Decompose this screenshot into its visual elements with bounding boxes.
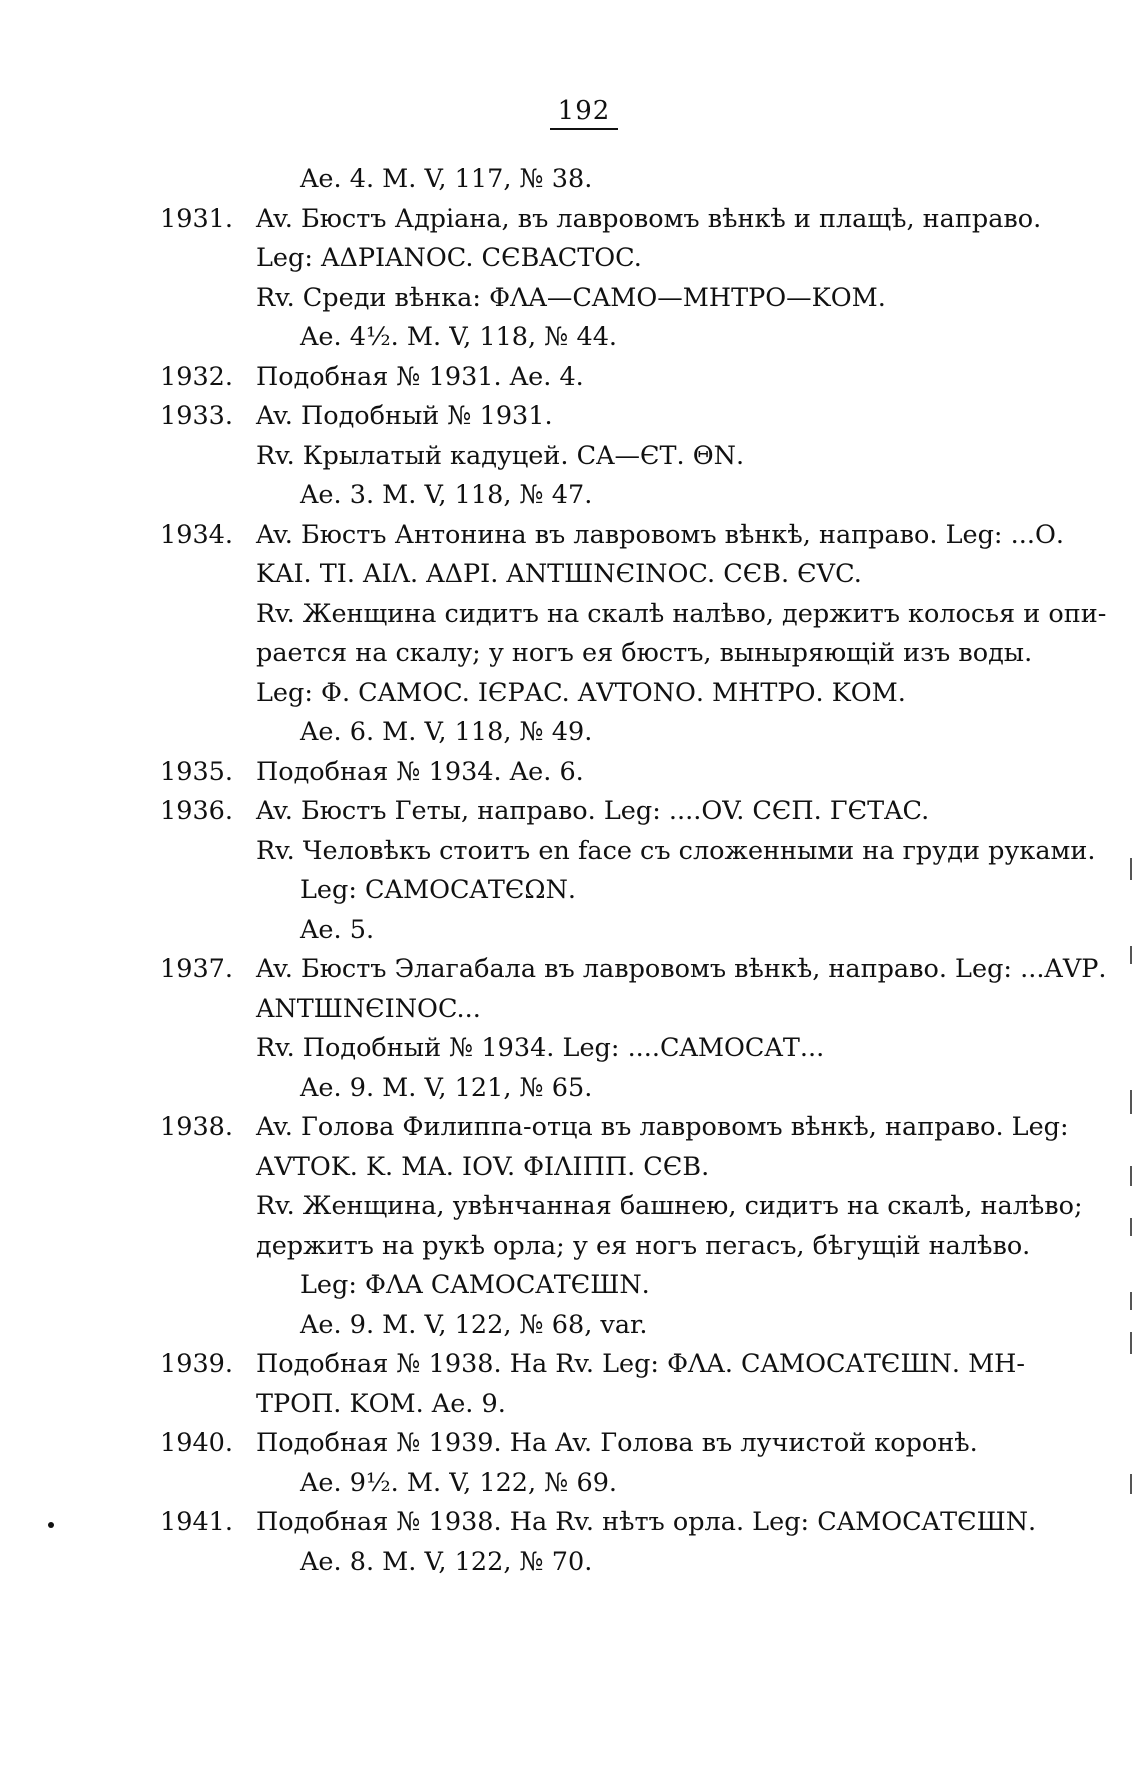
line-text: Ae. 9. M. V, 122, № 68, var. (300, 1309, 648, 1340)
continuation-line (160, 1069, 1110, 1109)
entry-number: 1939. (160, 1349, 234, 1379)
continuation-line (160, 318, 1110, 358)
entry-line (160, 358, 1110, 398)
line-text: Rv. Крылатый кадуцей. CΑ—ЄΤ. ΘΝ. (256, 440, 745, 471)
entry-number: 1935. (160, 756, 234, 787)
line-text: Rv. Женщина сидитъ на скалѣ налѣво, держитъ колосья и опи- (256, 598, 1107, 629)
line-text: Ae. 5. (300, 914, 375, 945)
line-text: ΚΑΙ. ΤΙ. ΑΙΛ. ΑΔΡΙ. ΑΝΤШΝЄΙΝΟC. CЄΒ. ЄVC. (256, 559, 862, 589)
line-text: Av. Бюстъ Антонина въ лавровомъ вѣнкѣ, направо. Leg: ...Ο. (256, 519, 1064, 550)
continuation-line (160, 555, 1110, 595)
entry-number: 1933. (160, 401, 234, 431)
line-text: Av. Бюстъ Геты, направо. Leg: ....ΟV. CЄΠ. ΓЄΤΑC. (256, 796, 930, 826)
line-text: Av. Подобный № 1931. (256, 401, 553, 431)
continuation-line (160, 239, 1110, 279)
line-text: Ae. 6. M. V, 118, № 49. (300, 717, 593, 747)
margin-mark (1130, 1166, 1132, 1186)
continuation-line (160, 437, 1110, 477)
entry-line (160, 753, 1110, 793)
continuation-line (160, 1464, 1110, 1504)
line-text: Leg: CΑΜΟCΑΤЄΩΝ. (300, 875, 576, 905)
continuation-line (160, 911, 1110, 951)
continuation-line (160, 871, 1110, 911)
continuation-line (160, 1385, 1110, 1425)
line-text: Leg: ΦΛΑ CΑΜΟCΑΤЄШΝ. (300, 1270, 650, 1300)
line-text: Подобная № 1938. На Rv. нѣтъ орла. Leg: CΑΜΟCΑΤЄШΝ. (256, 1507, 1037, 1537)
entry-number: 1934. (160, 519, 234, 550)
page-number: 192 (0, 96, 1140, 130)
continuation-line (160, 160, 1110, 200)
margin-mark (1130, 858, 1132, 880)
line-text: Подобная № 1939. На Av. Голова въ лучистой коронѣ. (256, 1428, 978, 1458)
entry-number: 1932. (160, 361, 234, 392)
entry-number: 1931. (160, 203, 234, 234)
line-text: Ae. 4½. M. V, 118, № 44. (300, 322, 618, 352)
continuation-line (160, 1187, 1110, 1227)
continuation-line (160, 713, 1110, 753)
continuation-line (160, 1227, 1110, 1267)
line-text: Ae. 9. M. V, 121, № 65. (300, 1072, 593, 1103)
continuation-line (160, 990, 1110, 1030)
margin-mark (1130, 1474, 1132, 1494)
entry-number: 1940. (160, 1428, 234, 1458)
entry-number: 1941. (160, 1507, 234, 1537)
line-text: Av. Бюстъ Адріана, въ лавровомъ вѣнкѣ и плащѣ, направо. (256, 203, 1042, 234)
entry-line (160, 1503, 1110, 1543)
line-text: ΑΝΤШΝЄΙΝΟC... (256, 993, 481, 1024)
line-text: ΤΡΟΠ. ΚΟΜ. Ae. 9. (256, 1388, 506, 1419)
line-text: раетcя на скалу; у ногъ ея бюстъ, выныряющій изъ воды. (256, 638, 1033, 668)
line-text: Подобная № 1938. На Rv. Leg: ΦΛΑ. CΑΜΟCΑΤЄШΝ. ΜΗ- (256, 1349, 1026, 1379)
line-text: Подобная № 1931. Ae. 4. (256, 361, 584, 392)
entry-line (160, 516, 1110, 556)
ink-dot (48, 1522, 54, 1528)
line-text: Av. Голова Филиппа-отца въ лавровомъ вѣнкѣ, направо. Leg: (256, 1112, 1069, 1142)
line-text: ΑVΤΟΚ. Κ. ΜΑ. ΙΟV. ΦΙΛΙΠΠ. CЄΒ. (256, 1151, 710, 1182)
line-text: Leg: ΑΔΡΙΑΝΟC. CЄΒΑCΤΟC. (256, 243, 642, 273)
line-text: Rv. Человѣкъ стоитъ en face съ сложенными на груди руками. (256, 835, 1096, 866)
continuation-line (160, 476, 1110, 516)
line-text: Ae. 8. M. V, 122, № 70. (300, 1546, 593, 1577)
continuation-line (160, 832, 1110, 872)
margin-mark (1130, 1292, 1132, 1310)
continuation-line (160, 279, 1110, 319)
line-text: Rv. Женщина, увѣнчанная башнею, сидитъ на скалѣ, налѣво; (256, 1191, 1083, 1221)
margin-mark (1130, 1090, 1132, 1114)
line-text: Leg: Φ. CΑΜΟC. ΙЄΡΑC. ΑVΤΟΝΟ. ΜΗΤΡΟ. ΚΟΜ. (256, 677, 906, 708)
continuation-line (160, 1266, 1110, 1306)
entry-number: 1937. (160, 954, 234, 984)
entry-line (160, 200, 1110, 240)
line-text: держитъ на рукѣ орла; у ея ногъ пегасъ, бѣгущій налѣво. (256, 1230, 1031, 1261)
continuation-line (160, 1029, 1110, 1069)
line-text: Подобная № 1934. Ae. 6. (256, 756, 584, 787)
continuation-line (160, 634, 1110, 674)
entry-number: 1938. (160, 1112, 234, 1142)
line-text: Ae. 3. M. V, 118, № 47. (300, 480, 593, 510)
entry-line (160, 1345, 1110, 1385)
margin-mark (1130, 1218, 1132, 1236)
entry-line (160, 1108, 1110, 1148)
entry-line (160, 1424, 1110, 1464)
continuation-line (160, 1306, 1110, 1346)
catalog-text (160, 160, 1110, 1582)
continuation-line (160, 1543, 1110, 1583)
entry-line (160, 792, 1110, 832)
line-text: Rv. Среди вѣнка: ΦΛΑ—CΑΜΟ—ΜΗΤΡΟ—ΚΟΜ. (256, 282, 886, 313)
line-text: Av. Бюстъ Элагабала въ лавровомъ вѣнкѣ, направо. Leg: ...ΑVΡ. (256, 954, 1107, 984)
entry-line (160, 950, 1110, 990)
margin-mark (1130, 946, 1132, 964)
line-text: Ae. 4. M. V, 117, № 38. (300, 164, 593, 194)
line-text: Rv. Подобный № 1934. Leg: ....CΑΜΟCΑΤ... (256, 1033, 825, 1063)
margin-mark (1130, 1332, 1132, 1354)
entry-number: 1936. (160, 796, 234, 826)
entry-line (160, 397, 1110, 437)
continuation-line (160, 595, 1110, 635)
continuation-line (160, 674, 1110, 714)
line-text: Ae. 9½. M. V, 122, № 69. (300, 1467, 618, 1498)
continuation-line (160, 1148, 1110, 1188)
